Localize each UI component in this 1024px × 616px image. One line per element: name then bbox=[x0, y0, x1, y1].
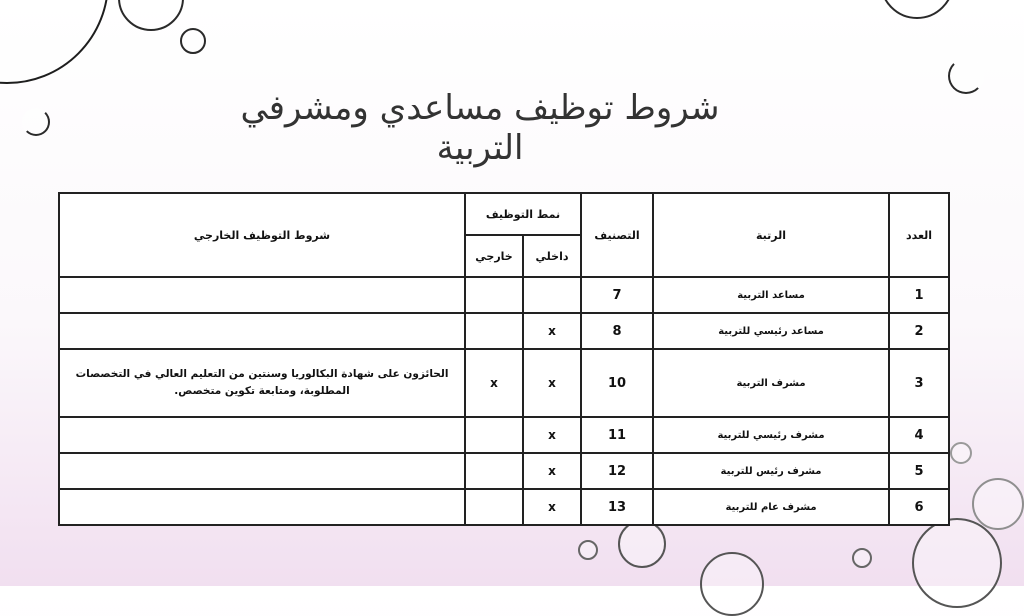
cell-internal bbox=[523, 277, 581, 313]
cell-internal: x bbox=[523, 453, 581, 489]
cell-num: 4 bbox=[889, 417, 949, 453]
page-title: شروط توظيف مساعدي ومشرفي التربية bbox=[240, 88, 720, 168]
table-row bbox=[59, 489, 949, 525]
cell-conditions: الحائزون على شهادة البكالوريا وسنتين من التعليم العالي في التخصصات المطلوبة، ومتابعة تكوين متخصص. bbox=[59, 349, 465, 417]
decorative-bubble bbox=[0, 0, 109, 84]
header-external: خارجي bbox=[465, 235, 523, 277]
decorative-bubble bbox=[578, 540, 598, 560]
decorative-bubble bbox=[180, 28, 206, 54]
decorative-bubble bbox=[972, 478, 1024, 530]
header-recruitment-mode: نمط التوظيف bbox=[465, 193, 581, 235]
decorative-bubble bbox=[22, 108, 50, 136]
cell-num: 3 bbox=[889, 349, 949, 417]
cell-internal: x bbox=[523, 417, 581, 453]
cell-classification: 12 bbox=[581, 453, 653, 489]
cell-rank: مشرف التربية bbox=[653, 349, 889, 417]
header-external-conditions: شروط التوظيف الخارجي bbox=[59, 193, 465, 277]
table-row bbox=[59, 453, 949, 489]
decorative-bubble bbox=[880, 0, 954, 19]
table-row bbox=[59, 277, 949, 313]
cell-conditions bbox=[59, 313, 465, 349]
decorative-bubble bbox=[700, 552, 764, 616]
table-row bbox=[59, 349, 949, 417]
cell-rank: مساعد رئيسي للتربية bbox=[653, 313, 889, 349]
cell-conditions bbox=[59, 453, 465, 489]
cell-num: 2 bbox=[889, 313, 949, 349]
cell-conditions bbox=[59, 277, 465, 313]
header-rank: الرتبة bbox=[653, 193, 889, 277]
cell-num: 5 bbox=[889, 453, 949, 489]
table-row bbox=[59, 313, 949, 349]
cell-num: 6 bbox=[889, 489, 949, 525]
header-row bbox=[59, 193, 949, 235]
cell-conditions bbox=[59, 417, 465, 453]
decorative-bubble bbox=[948, 58, 984, 94]
decorative-bubble bbox=[852, 548, 872, 568]
cell-external bbox=[465, 489, 523, 525]
cell-rank: مشرف عام للتربية bbox=[653, 489, 889, 525]
decorative-bubble bbox=[118, 0, 184, 31]
cell-classification: 11 bbox=[581, 417, 653, 453]
decorative-bubble bbox=[950, 442, 972, 464]
recruitment-conditions-table bbox=[58, 192, 950, 526]
cell-rank: مشرف رئيسي للتربية bbox=[653, 417, 889, 453]
header-internal: داخلي bbox=[523, 235, 581, 277]
cell-external bbox=[465, 277, 523, 313]
cell-classification: 7 bbox=[581, 277, 653, 313]
cell-rank: مساعد التربية bbox=[653, 277, 889, 313]
cell-external bbox=[465, 313, 523, 349]
cell-num: 1 bbox=[889, 277, 949, 313]
cell-classification: 8 bbox=[581, 313, 653, 349]
decorative-bubble bbox=[912, 518, 1002, 608]
decorative-bubble bbox=[618, 520, 666, 568]
header-classification: التصنيف bbox=[581, 193, 653, 277]
cell-internal: x bbox=[523, 349, 581, 417]
cell-external: x bbox=[465, 349, 523, 417]
table-row bbox=[59, 417, 949, 453]
cell-external bbox=[465, 453, 523, 489]
cell-rank: مشرف رئيس للتربية bbox=[653, 453, 889, 489]
cell-classification: 13 bbox=[581, 489, 653, 525]
cell-internal: x bbox=[523, 489, 581, 525]
cell-conditions bbox=[59, 489, 465, 525]
header-num: العدد bbox=[889, 193, 949, 277]
cell-classification: 10 bbox=[581, 349, 653, 417]
cell-internal: x bbox=[523, 313, 581, 349]
cell-external bbox=[465, 417, 523, 453]
